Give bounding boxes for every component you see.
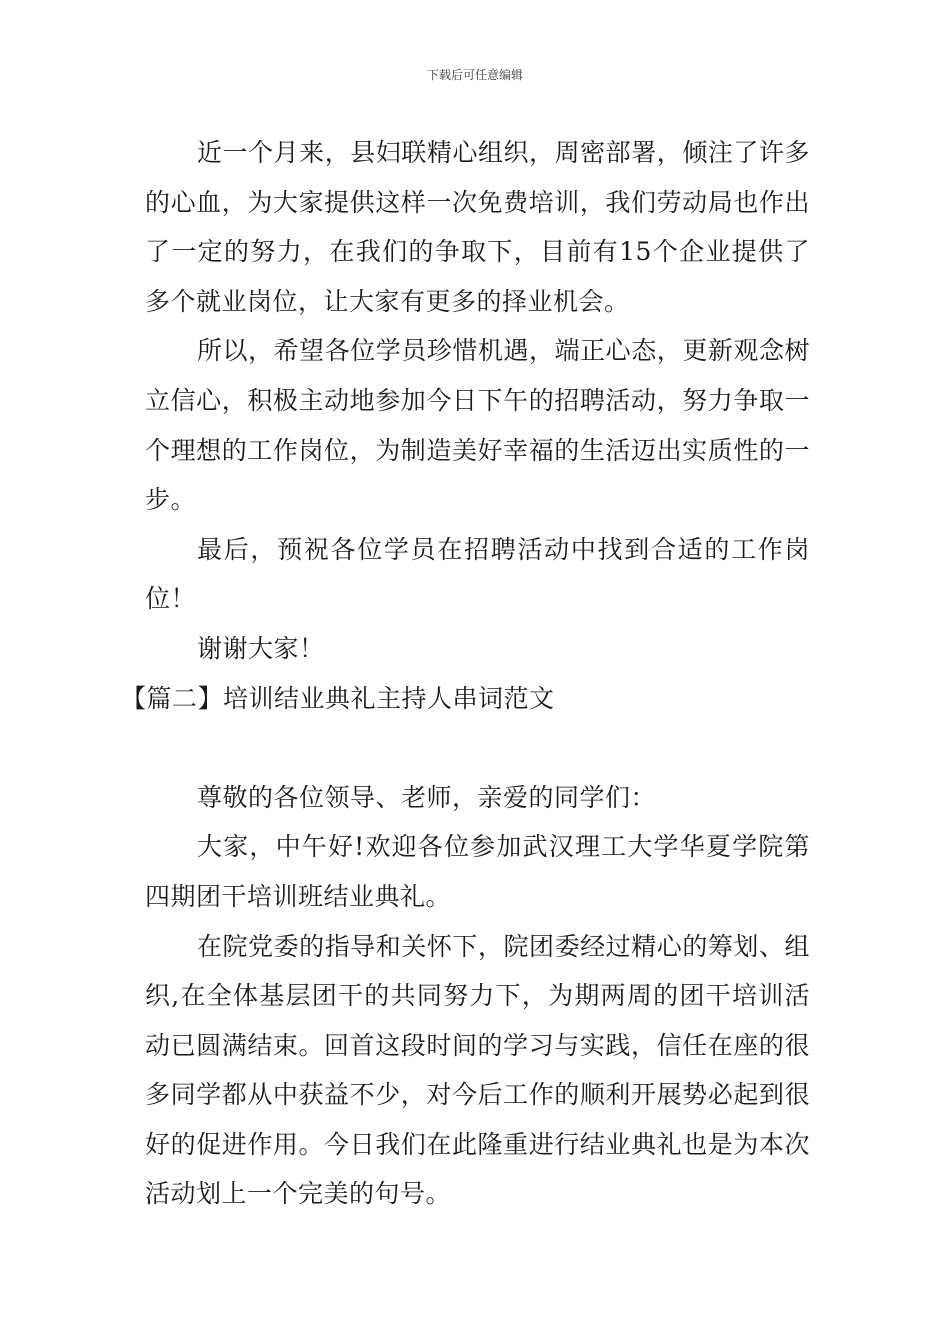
paragraph-5: 尊敬的各位领导、老师，亲爱的同学们： xyxy=(197,782,657,812)
section-two-heading: 【篇二】培训结业典礼主持人串词范文 xyxy=(121,683,555,713)
paragraph-7: 在院党委的指导和关怀下，院团委经过精心的筹划、组织,在全体基层团干的共同努力下，为期两周的团干培训活动已圆满结束。回首这段时间的学习与实践，信任在座的很多同学都从中获益不少，对今后工作的顺利开展势必起到很好的促进作用。今日我们在此隆重进行结业典礼也是为本次活动划上一个完美的句号。 xyxy=(145,931,810,1209)
paragraph-4: 谢谢大家！ xyxy=(197,633,325,663)
document-body xyxy=(121,128,810,1219)
page-header-note: 下载后可任意编辑 xyxy=(426,68,523,82)
section-two-heading-wrap xyxy=(121,674,810,724)
paragraph-2: 所以，希望各位学员珍惜机遇，端正心态，更新观念树立信心，积极主动地参加今日下午的招聘活动，努力争取一个理想的工作岗位，为制造美好幸福的生活迈出实质性的一步。 xyxy=(145,336,810,515)
paragraph-3: 最后，预祝各位学员在招聘活动中找到合适的工作岗位！ xyxy=(145,534,810,614)
paragraph-1: 近一个月来，县妇联精心组织，周密部署，倾注了许多的心血，为大家提供这样一次免费培训，我们劳动局也作出了一定的努力，在我们的争取下，目前有15个企业提供了多个就业岗位，让大家有更多的择业机会。 xyxy=(145,138,810,316)
paragraph-6: 大家，中午好!欢迎各位参加武汉理工大学华夏学院第四期团干培训班结业典礼。 xyxy=(145,832,810,911)
